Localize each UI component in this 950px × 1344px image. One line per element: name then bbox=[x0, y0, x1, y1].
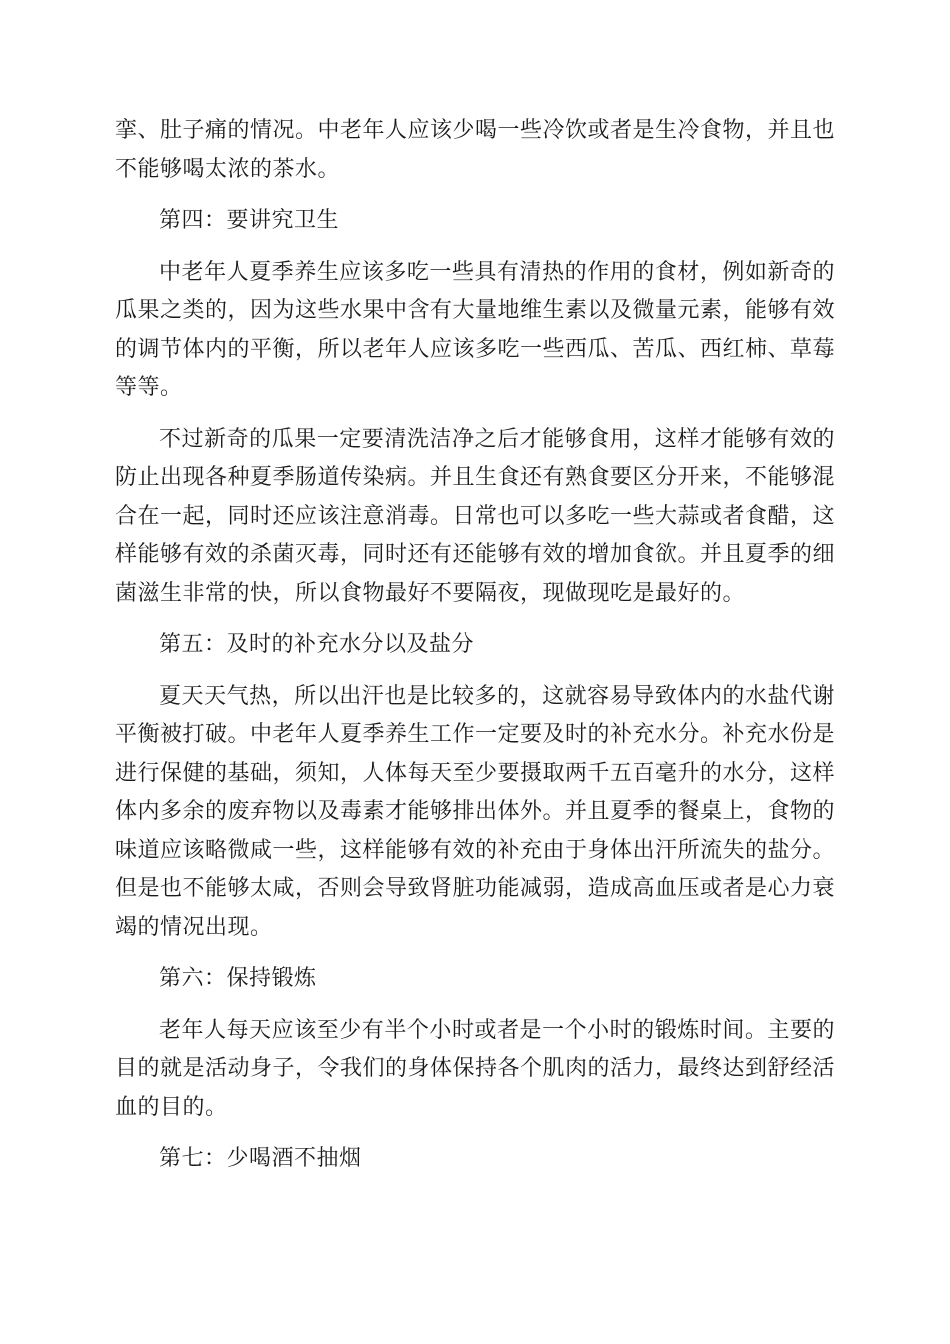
paragraph: 不过新奇的瓜果一定要清洗洁净之后才能够食用，这样才能够有效的防止出现各种夏季肠道传染病。并且生食还有熟食要区分开来，不能够混合在一起，同时还应该注意消毒。日常也可以多吃一些大蒜或者食醋，这样能够有效的杀菌灭毒，同时还有还能够有效的增加食欲。并且夏季的细菌滋生非常的快，所以食物最好不要隔夜，现做现吃是最好的。 bbox=[115, 426, 836, 606]
section-heading-5: 第五：及时的补充水分以及盐分 bbox=[159, 632, 475, 657]
paragraph-continued: 挛、肚子痛的情况。中老年人应该少喝一些冷饮或者是生冷食物，并且也不能够喝太浓的茶水。 bbox=[115, 118, 836, 182]
paragraph: 老年人每天应该至少有半个小时或者是一个小时的锻炼时间。主要的目的就是活动身子，令我们的身体保持各个肌肉的活力，最终达到舒经活血的目的。 bbox=[115, 1017, 836, 1120]
section-heading-4: 第四：要讲究卫生 bbox=[159, 208, 340, 233]
document-page bbox=[115, 112, 835, 1192]
section-heading-7: 第七：少喝酒不抽烟 bbox=[159, 1146, 362, 1171]
paragraph: 中老年人夏季养生应该多吃一些具有清热的作用的食材，例如新奇的瓜果之类的，因为这些水果中含有大量地维生素以及微量元素，能够有效的调节体内的平衡，所以老年人应该多吃一些西瓜、苦瓜、西红柿、草莓等等。 bbox=[115, 259, 836, 400]
paragraph: 夏天天气热，所以出汗也是比较多的，这就容易导致体内的水盐代谢平衡被打破。中老年人夏季养生工作一定要及时的补充水分。补充水份是进行保健的基础，须知，人体每天至少要摄取两千五百毫升的水分，这样体内多余的废弃物以及毒素才能够排出体外。并且夏季的餐桌上，食物的味道应该略微咸一些，这样能够有效的补充由于身体出汗所流失的盐分。但是也不能够太咸，否则会导致肾脏功能减弱，造成高血压或者是心力衰竭的情况出现。 bbox=[115, 683, 836, 940]
section-heading-6: 第六：保持锻炼 bbox=[159, 966, 317, 991]
